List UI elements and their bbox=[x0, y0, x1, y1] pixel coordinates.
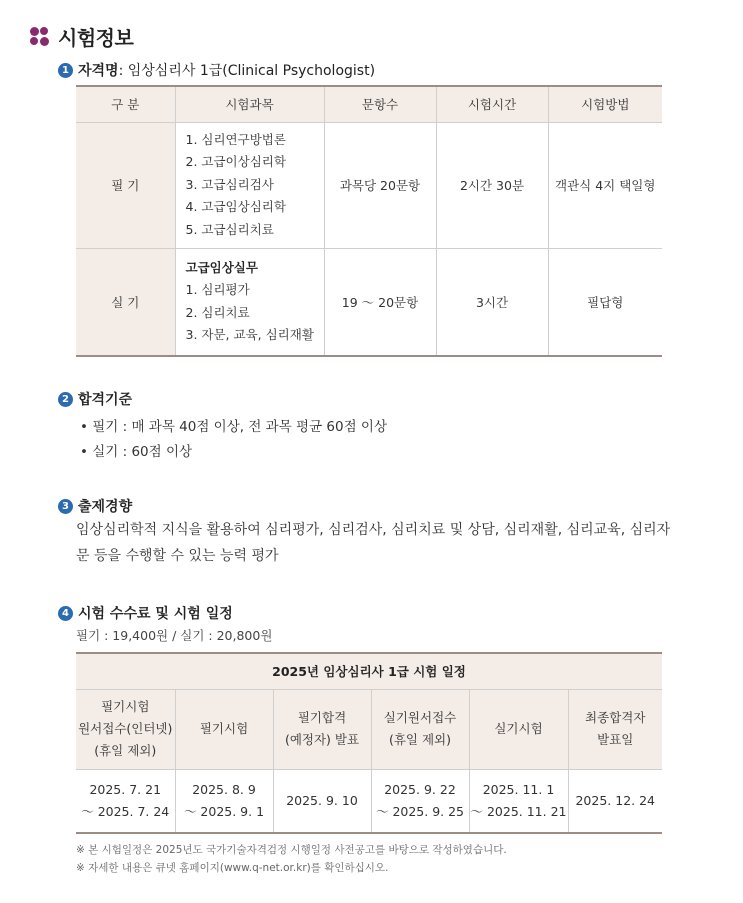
date-line: ～ 2025. 7. 24 bbox=[81, 803, 170, 819]
page-header bbox=[30, 22, 133, 51]
row-category: 실 기 bbox=[76, 248, 175, 356]
table-row bbox=[76, 769, 662, 833]
table-header: 구 분 bbox=[76, 86, 175, 122]
page-title: 시험정보 bbox=[58, 26, 134, 50]
schedule-header bbox=[273, 689, 371, 769]
schedule-date bbox=[175, 769, 273, 833]
exam-time: 3시간 bbox=[436, 248, 548, 356]
table-row bbox=[76, 122, 662, 248]
header-line: 실기원서접수 bbox=[383, 710, 457, 725]
section-pass-criteria bbox=[58, 389, 132, 409]
criteria-item: • 필기 : 매 과목 40점 이상, 전 과목 평균 60점 이상 bbox=[80, 419, 388, 435]
exam-info-table bbox=[76, 85, 662, 357]
section-title: 자격명 bbox=[78, 63, 119, 79]
subject-item: 1. 심리평가 bbox=[185, 282, 250, 298]
subject-item: 2. 고급이상심리학 bbox=[185, 154, 286, 170]
schedule-date bbox=[568, 769, 662, 833]
subject-list bbox=[175, 122, 324, 248]
question-count: 19 ～ 20문항 bbox=[324, 248, 436, 356]
subject-group-title: 고급임상실무 bbox=[185, 259, 258, 275]
subject-item: 2. 심리치료 bbox=[185, 304, 250, 320]
header-line: (예정자) 발표 bbox=[284, 732, 360, 747]
exam-fee: 필기 : 19,400원 / 실기 : 20,800원 bbox=[76, 628, 273, 643]
date-line: 2025. 12. 24 bbox=[575, 793, 656, 809]
section-fee-schedule bbox=[58, 603, 233, 623]
criteria-item: • 실기 : 60점 이상 bbox=[80, 444, 193, 460]
table-header: 시험방법 bbox=[548, 86, 662, 122]
date-line: ～ 2025. 9. 1 bbox=[183, 803, 265, 819]
date-line: ～ 2025. 9. 25 bbox=[375, 803, 465, 819]
subject-item: 3. 자문, 교육, 심리재활 bbox=[185, 327, 314, 343]
question-count: 과목당 20문항 bbox=[324, 122, 436, 248]
header-line: 발표일 bbox=[597, 732, 634, 747]
schedule-header bbox=[76, 689, 175, 769]
number-badge-icon: 1 bbox=[58, 63, 73, 78]
schedule-date bbox=[371, 769, 469, 833]
schedule-date bbox=[469, 769, 568, 833]
footnote: ※ 본 시험일정은 2025년도 국가기술자격검정 시행일정 사전공고를 바탕으로 작성하였습니다. bbox=[76, 844, 507, 856]
table-header: 시험시간 bbox=[436, 86, 548, 122]
date-line: 2025. 7. 21 bbox=[89, 781, 162, 797]
schedule-table bbox=[76, 652, 662, 834]
header-line: 원서접수(인터넷) bbox=[78, 721, 173, 736]
number-badge-icon: 2 bbox=[58, 392, 73, 407]
schedule-date bbox=[76, 769, 175, 833]
schedule-title: 2025년 임상심리사 1급 시험 일정 bbox=[76, 653, 662, 689]
trend-line: 임상심리학적 지식을 활용하여 심리평가, 심리검사, 심리치료 및 상담, 심리재활, 심리교육, 심리자 bbox=[76, 522, 671, 538]
date-line: 2025. 9. 22 bbox=[384, 781, 456, 797]
exam-time: 2시간 30분 bbox=[436, 122, 548, 248]
date-line: 2025. 9. 10 bbox=[286, 793, 358, 809]
number-badge-icon: 4 bbox=[58, 606, 73, 621]
header-line: 최종합격자 bbox=[585, 710, 646, 725]
schedule-date bbox=[273, 769, 371, 833]
subject-item: 3. 고급심리검사 bbox=[185, 176, 274, 192]
header-line: 실기시험 bbox=[494, 721, 543, 736]
schedule-header bbox=[371, 689, 469, 769]
section-title: 합격기준 bbox=[78, 392, 133, 408]
date-line: ～ 2025. 11. 21 bbox=[470, 803, 567, 819]
header-line: 필기시험 bbox=[199, 721, 249, 736]
table-row bbox=[76, 248, 662, 356]
section-trend bbox=[58, 496, 132, 516]
subject-item: 5. 고급심리치료 bbox=[185, 221, 274, 237]
number-badge-icon: 3 bbox=[58, 499, 73, 514]
section-qualification bbox=[58, 60, 375, 80]
table-header: 시험과목 bbox=[175, 86, 324, 122]
header-line: (휴일 제외) bbox=[388, 732, 452, 747]
section-title: 시험 수수료 및 시험 일정 bbox=[78, 606, 233, 622]
header-line: 필기합격 bbox=[297, 710, 347, 725]
date-line: 2025. 11. 1 bbox=[482, 781, 555, 797]
header-line: (휴일 제외) bbox=[94, 743, 157, 758]
section-title: 출제경향 bbox=[78, 499, 133, 515]
footnote: ※ 자세한 내용은 큐넷 홈페이지(www.q-net.or.kr)를 확인하십시오. bbox=[76, 862, 389, 874]
exam-method: 객관식 4지 택일형 bbox=[548, 122, 662, 248]
qualification-name: : 임상심리사 1급(Clinical Psychologist) bbox=[118, 63, 376, 79]
subject-list bbox=[175, 248, 324, 356]
table-header: 문항수 bbox=[324, 86, 436, 122]
trend-line: 문 등을 수행할 수 있는 능력 평가 bbox=[76, 548, 279, 564]
subject-item: 4. 고급임상심리학 bbox=[185, 199, 286, 215]
subject-item: 1. 심리연구방법론 bbox=[185, 131, 286, 147]
row-category: 필 기 bbox=[76, 122, 175, 248]
brand-logo-icon bbox=[30, 27, 50, 47]
header-line: 필기시험 bbox=[101, 699, 150, 714]
exam-method: 필답형 bbox=[548, 248, 662, 356]
schedule-header bbox=[469, 689, 568, 769]
schedule-header bbox=[568, 689, 662, 769]
trend-text bbox=[76, 517, 676, 569]
schedule-header bbox=[175, 689, 273, 769]
date-line: 2025. 8. 9 bbox=[192, 781, 256, 797]
